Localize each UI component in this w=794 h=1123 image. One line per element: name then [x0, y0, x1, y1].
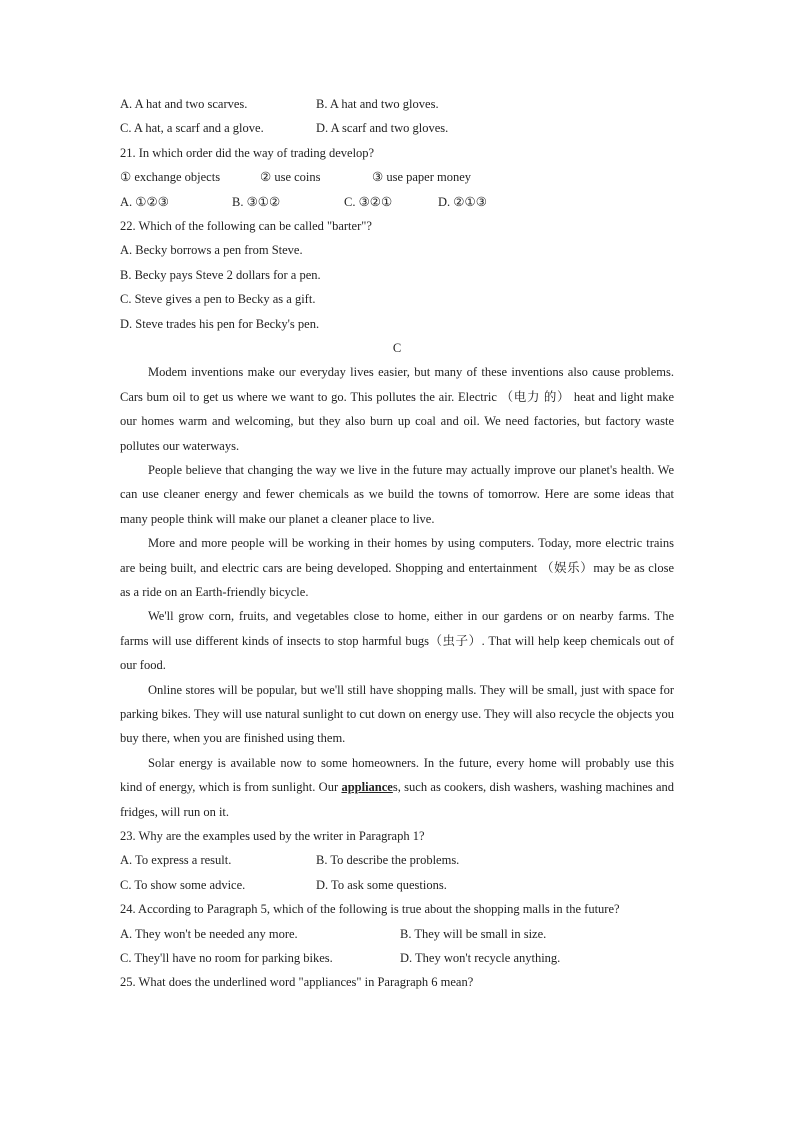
passage-paragraph-5: Online stores will be popular, but we'll still have shopping malls. They will be small, just with space for parking bikes. They will use natural sunlight to cut down on energy use. They will also recycle the objects you buy there, when you are finished using them. — [120, 682, 674, 746]
q22-option-b: B. Becky pays Steve 2 dollars for a pen. — [120, 267, 321, 282]
q21-option-b: B. ③①② — [232, 194, 281, 209]
section-heading: C — [392, 340, 402, 355]
q20-option-a: A. A hat and two scarves. — [120, 97, 248, 111]
passage-paragraph-2: People believe that changing the way we live in the future may actually improve our planet's health. We can use cleaner energy and fewer chemicals as we build the towns of tomorrow. Here are some ideas that many people think will make our planet a cleaner place to live. — [120, 462, 674, 526]
q23-options-row1 — [120, 848, 674, 872]
exam-page — [120, 92, 674, 995]
q25-question: 25. What does the underlined word "appliances" in Paragraph 6 mean? — [120, 975, 474, 990]
q22-option-d: D. Steve trades his pen for Becky's pen. — [120, 316, 320, 331]
q20-options-row1 — [120, 92, 674, 116]
q21-question: 21. In which order did the way of trading develop? — [120, 145, 375, 160]
q23-option-c: C. To show some advice. — [120, 877, 246, 892]
q24-question: 24. According to Paragraph 5, which of the following is true about the shopping malls in the future? — [120, 902, 620, 917]
q20-option-c: C. A hat, a scarf and a glove. — [120, 121, 264, 136]
underlined-word: appliance — [341, 780, 393, 795]
q24-options-row2 — [120, 946, 674, 970]
q23-option-d: D. To ask some questions. — [316, 877, 447, 892]
q22-question: 22. Which of the following can be called "barter"? — [120, 218, 372, 233]
q24-options-row1 — [120, 922, 674, 946]
q21-option-d: D. ②①③ — [438, 194, 487, 209]
q23-option-a: A. To express a result. — [120, 853, 232, 868]
q21-item-2: ② use coins — [260, 170, 321, 185]
q20-options-row2 — [120, 116, 674, 140]
q21-option-a: A. ①②③ — [120, 194, 169, 209]
q20-option-b: B. A hat and two gloves. — [316, 97, 439, 111]
q21-item-3: ③ use paper money — [372, 170, 472, 185]
q20-option-d: D. A scarf and two gloves. — [316, 121, 449, 136]
passage-paragraph-1: Modem inventions make our everyday lives easier, but many of these inventions also cause problems. Cars bum oil to get us where we want to go. This pollutes the air. Electric （电力 的） heat and light make our homes warm and welcoming, but they also burn up coal and oil. We need factories, but factory waste pollutes our waterways. — [120, 365, 674, 453]
q23-option-b: B. To describe the problems. — [316, 853, 460, 868]
q24-option-c: C. They'll have no room for parking bikes. — [120, 950, 333, 965]
q24-option-b: B. They will be small in size. — [400, 926, 547, 941]
q23-options-row2 — [120, 873, 674, 897]
q22-option-c: C. Steve gives a pen to Becky as a gift. — [120, 292, 316, 307]
q21-option-c: C. ③②① — [344, 194, 393, 209]
q23-question: 23. Why are the examples used by the writer in Paragraph 1? — [120, 829, 425, 844]
q21-items — [120, 165, 674, 189]
q21-item-1: ① exchange objects — [120, 170, 221, 185]
q22-option-a: A. Becky borrows a pen from Steve. — [120, 243, 303, 258]
q21-options — [120, 190, 674, 214]
q24-option-d: D. They won't recycle anything. — [400, 950, 561, 965]
passage-paragraph-6: Solar energy is available now to some homeowners. In the future, every home will probably use this kind of energy, which is from sunlight. Our appliances, such as cookers, dish washers, washing machines and fridges, will run on it. — [120, 755, 674, 819]
passage-paragraph-4: We'll grow corn, fruits, and vegetables close to home, either in our gardens or on nearby farms. The farms will use different kinds of insects to stop harmful bugs（虫子）. That will help keep chemicals out of our food. — [120, 609, 674, 673]
q24-option-a: A. They won't be needed any more. — [120, 926, 298, 941]
passage-paragraph-3: More and more people will be working in their homes by using computers. Today, more electric trains are being built, and electric cars are being developed. Shopping and entertainment （娱乐）may be as close as a ride on an Earth-friendly bicycle. — [120, 536, 674, 599]
